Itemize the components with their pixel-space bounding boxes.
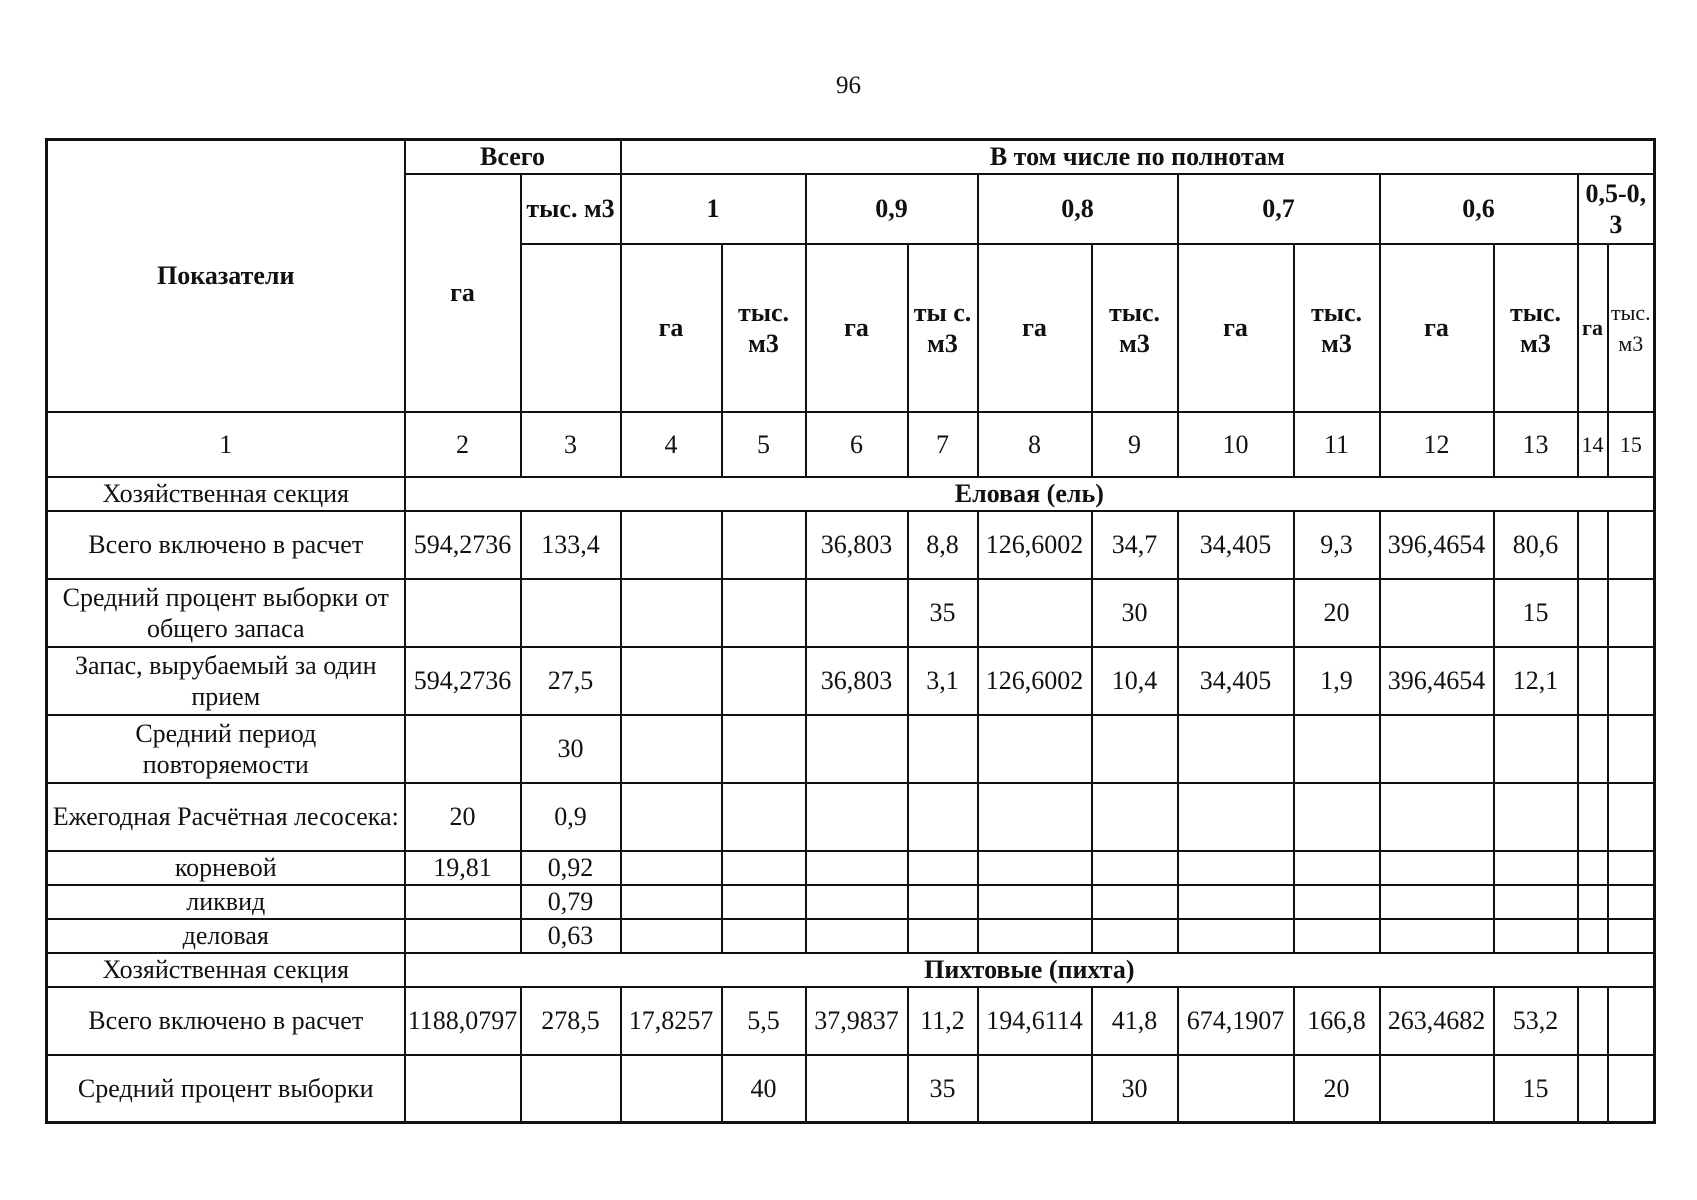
table-cell xyxy=(405,1055,521,1123)
table-cell xyxy=(1494,851,1578,885)
table-cell xyxy=(1178,885,1294,919)
header-d09-ha: га xyxy=(806,244,908,412)
table-cell xyxy=(908,715,978,783)
table-cell xyxy=(1294,851,1380,885)
table-cell xyxy=(621,919,722,953)
table-cell xyxy=(621,511,722,579)
table-cell xyxy=(1380,715,1494,783)
table-cell xyxy=(1092,885,1178,919)
section-title: Пихтовые (пихта) xyxy=(405,953,1655,987)
table-row xyxy=(47,783,1655,851)
row-label: Всего включено в расчет xyxy=(47,511,405,579)
table-cell xyxy=(1294,885,1380,919)
column-number: 13 xyxy=(1494,412,1578,477)
table-cell xyxy=(1092,715,1178,783)
column-number: 15 xyxy=(1608,412,1655,477)
table-cell xyxy=(621,579,722,647)
table-row xyxy=(47,511,1655,579)
header-d1-ha: га xyxy=(621,244,722,412)
table-cell xyxy=(1578,919,1608,953)
table-cell xyxy=(1494,919,1578,953)
section-header-row xyxy=(47,477,1655,511)
column-number: 6 xyxy=(806,412,908,477)
header-row-1 xyxy=(47,140,1655,174)
table-cell xyxy=(978,851,1092,885)
column-number: 5 xyxy=(722,412,806,477)
table-cell xyxy=(1380,885,1494,919)
header-total: Всего xyxy=(405,140,621,174)
table-cell: 20 xyxy=(1294,579,1380,647)
table-cell xyxy=(1608,511,1655,579)
column-number: 4 xyxy=(621,412,722,477)
table-cell xyxy=(806,579,908,647)
table-cell: 674,1907 xyxy=(1178,987,1294,1055)
table-cell xyxy=(1092,851,1178,885)
table-cell: 5,5 xyxy=(722,987,806,1055)
table-row xyxy=(47,1055,1655,1123)
table-cell: 20 xyxy=(1294,1055,1380,1123)
header-d05-ha: га xyxy=(1578,244,1608,412)
table-cell xyxy=(621,715,722,783)
table-cell xyxy=(1178,783,1294,851)
table-cell xyxy=(621,885,722,919)
table-cell xyxy=(1578,783,1608,851)
header-total-m3: тыс. м3 xyxy=(521,174,621,244)
table-cell: 30 xyxy=(521,715,621,783)
table-cell xyxy=(1380,579,1494,647)
table-cell: 11,2 xyxy=(908,987,978,1055)
column-number: 3 xyxy=(521,412,621,477)
table-cell xyxy=(1092,919,1178,953)
table-cell: 27,5 xyxy=(521,647,621,715)
table-cell xyxy=(1178,715,1294,783)
table-cell xyxy=(1380,851,1494,885)
table-cell xyxy=(405,715,521,783)
column-number: 14 xyxy=(1578,412,1608,477)
table-cell: 20 xyxy=(405,783,521,851)
table-cell xyxy=(621,783,722,851)
table-cell xyxy=(621,647,722,715)
table-cell xyxy=(1294,783,1380,851)
table-cell xyxy=(806,851,908,885)
table-cell xyxy=(978,715,1092,783)
table-cell xyxy=(1578,511,1608,579)
table-cell xyxy=(978,579,1092,647)
table-cell: 396,4654 xyxy=(1380,647,1494,715)
table-cell: 34,405 xyxy=(1178,511,1294,579)
header-density-0-5-0-3: 0,5-0,3 xyxy=(1578,174,1655,244)
table-cell xyxy=(722,783,806,851)
table-cell: 0,63 xyxy=(521,919,621,953)
section-title: Еловая (ель) xyxy=(405,477,1655,511)
table-cell xyxy=(1608,647,1655,715)
table-cell: 126,6002 xyxy=(978,647,1092,715)
table-cell: 8,8 xyxy=(908,511,978,579)
table-cell xyxy=(521,1055,621,1123)
table-cell xyxy=(405,579,521,647)
header-d1-m3: тыс. м3 xyxy=(722,244,806,412)
table-cell xyxy=(806,885,908,919)
table-cell xyxy=(978,1055,1092,1123)
table-cell: 594,2736 xyxy=(405,647,521,715)
table-cell: 19,81 xyxy=(405,851,521,885)
table-cell: 194,6114 xyxy=(978,987,1092,1055)
cutting-area-table xyxy=(45,138,1656,1124)
header-by-density: В том числе по полнотам xyxy=(621,140,1655,174)
table-cell xyxy=(1608,851,1655,885)
table-cell xyxy=(1092,783,1178,851)
column-number: 12 xyxy=(1380,412,1494,477)
header-total-ha: га xyxy=(405,174,521,412)
row-label: корневой xyxy=(47,851,405,885)
table-cell xyxy=(908,885,978,919)
table-cell: 396,4654 xyxy=(1380,511,1494,579)
table-cell xyxy=(1608,1055,1655,1123)
table-cell: 278,5 xyxy=(521,987,621,1055)
table-cell xyxy=(1380,919,1494,953)
header-d05-m3: тыс. м3 xyxy=(1608,244,1655,412)
table-cell xyxy=(806,715,908,783)
table-cell xyxy=(1380,783,1494,851)
table-cell xyxy=(1578,1055,1608,1123)
table-cell: 1188,0797 xyxy=(405,987,521,1055)
header-d09-m3: ты с. м3 xyxy=(908,244,978,412)
header-density-0-8: 0,8 xyxy=(978,174,1178,244)
table-cell: 41,8 xyxy=(1092,987,1178,1055)
table-cell xyxy=(521,579,621,647)
table-cell: 12,1 xyxy=(1494,647,1578,715)
section-label: Хозяйственная секция xyxy=(47,477,405,511)
table-cell xyxy=(405,885,521,919)
table-row xyxy=(47,987,1655,1055)
row-label: Средний период повторяемости xyxy=(47,715,405,783)
table-cell xyxy=(908,851,978,885)
table-cell: 34,7 xyxy=(1092,511,1178,579)
column-number: 8 xyxy=(978,412,1092,477)
table-cell xyxy=(806,919,908,953)
header-density-0-9: 0,9 xyxy=(806,174,978,244)
table-cell: 594,2736 xyxy=(405,511,521,579)
table-cell xyxy=(722,579,806,647)
table-cell xyxy=(806,783,908,851)
column-number: 9 xyxy=(1092,412,1178,477)
table-cell xyxy=(1494,715,1578,783)
page-number: 96 xyxy=(836,72,861,99)
table-cell: 263,4682 xyxy=(1380,987,1494,1055)
table-cell: 3,1 xyxy=(908,647,978,715)
table-cell xyxy=(1578,715,1608,783)
table-row xyxy=(47,851,1655,885)
header-density-1: 1 xyxy=(621,174,806,244)
table-cell xyxy=(1608,987,1655,1055)
table-cell xyxy=(1178,1055,1294,1123)
header-d07-m3: тыс. м3 xyxy=(1294,244,1380,412)
header-empty-cell xyxy=(521,244,621,412)
table-cell xyxy=(722,851,806,885)
table-cell xyxy=(722,885,806,919)
header-d08-ha: га xyxy=(978,244,1092,412)
column-number: 10 xyxy=(1178,412,1294,477)
table-cell: 0,9 xyxy=(521,783,621,851)
column-number: 2 xyxy=(405,412,521,477)
table-cell: 53,2 xyxy=(1494,987,1578,1055)
table-cell xyxy=(1608,783,1655,851)
table-cell xyxy=(1608,885,1655,919)
column-number: 11 xyxy=(1294,412,1380,477)
table-cell: 17,8257 xyxy=(621,987,722,1055)
table-cell xyxy=(806,1055,908,1123)
table-cell: 9,3 xyxy=(1294,511,1380,579)
table-cell: 166,8 xyxy=(1294,987,1380,1055)
table-cell xyxy=(722,715,806,783)
table-cell: 0,79 xyxy=(521,885,621,919)
table-cell xyxy=(1494,783,1578,851)
table-cell: 0,92 xyxy=(521,851,621,885)
table-cell: 37,9837 xyxy=(806,987,908,1055)
table-cell xyxy=(1578,647,1608,715)
row-label: деловая xyxy=(47,919,405,953)
table-cell xyxy=(978,783,1092,851)
table-cell xyxy=(1294,715,1380,783)
row-label: Всего включено в расчет xyxy=(47,987,405,1055)
table-cell xyxy=(1578,579,1608,647)
table-cell xyxy=(908,783,978,851)
table-cell xyxy=(1178,919,1294,953)
table-row xyxy=(47,715,1655,783)
table-row xyxy=(47,647,1655,715)
table-cell xyxy=(722,647,806,715)
table-cell xyxy=(978,919,1092,953)
table-cell xyxy=(1380,1055,1494,1123)
table-cell: 36,803 xyxy=(806,647,908,715)
table-cell: 30 xyxy=(1092,579,1178,647)
table-cell xyxy=(1578,851,1608,885)
table-cell xyxy=(1178,579,1294,647)
header-d06-ha: га xyxy=(1380,244,1494,412)
table-cell xyxy=(1608,715,1655,783)
row-label: ликвид xyxy=(47,885,405,919)
section-label: Хозяйственная секция xyxy=(47,953,405,987)
table-cell xyxy=(1494,885,1578,919)
table-cell: 15 xyxy=(1494,579,1578,647)
table-cell xyxy=(722,919,806,953)
table-cell xyxy=(1578,885,1608,919)
column-number: 7 xyxy=(908,412,978,477)
table-cell: 80,6 xyxy=(1494,511,1578,579)
row-label: Средний процент выборки от общего запаса xyxy=(47,579,405,647)
table-cell: 126,6002 xyxy=(978,511,1092,579)
section-header-row xyxy=(47,953,1655,987)
header-d08-m3: тыс. м3 xyxy=(1092,244,1178,412)
table-cell: 40 xyxy=(722,1055,806,1123)
header-d06-m3: тыс. м3 xyxy=(1494,244,1578,412)
header-density-0-6: 0,6 xyxy=(1380,174,1578,244)
row-label: Запас, вырубаемый за один прием xyxy=(47,647,405,715)
table-cell xyxy=(621,851,722,885)
table-cell: 133,4 xyxy=(521,511,621,579)
column-number-row xyxy=(47,412,1655,477)
table-cell xyxy=(908,919,978,953)
header-indicators: Показатели xyxy=(47,140,405,412)
table-cell: 1,9 xyxy=(1294,647,1380,715)
table-cell: 10,4 xyxy=(1092,647,1178,715)
table-cell: 36,803 xyxy=(806,511,908,579)
column-number: 1 xyxy=(47,412,405,477)
table-row xyxy=(47,579,1655,647)
table-cell xyxy=(978,885,1092,919)
table-cell xyxy=(722,511,806,579)
table-cell: 15 xyxy=(1494,1055,1578,1123)
table-cell xyxy=(621,1055,722,1123)
table-cell xyxy=(1294,919,1380,953)
table-row xyxy=(47,919,1655,953)
row-label: Средний процент выборки xyxy=(47,1055,405,1123)
header-d07-ha: га xyxy=(1178,244,1294,412)
table-cell: 34,405 xyxy=(1178,647,1294,715)
header-density-0-7: 0,7 xyxy=(1178,174,1380,244)
table-cell xyxy=(1178,851,1294,885)
table-cell xyxy=(1608,919,1655,953)
table-cell: 35 xyxy=(908,579,978,647)
table-cell: 35 xyxy=(908,1055,978,1123)
row-label: Ежегодная Расчётная лесосека: xyxy=(47,783,405,851)
table-cell xyxy=(405,919,521,953)
table-row xyxy=(47,885,1655,919)
table-cell xyxy=(1608,579,1655,647)
table-cell: 30 xyxy=(1092,1055,1178,1123)
table-cell xyxy=(1578,987,1608,1055)
